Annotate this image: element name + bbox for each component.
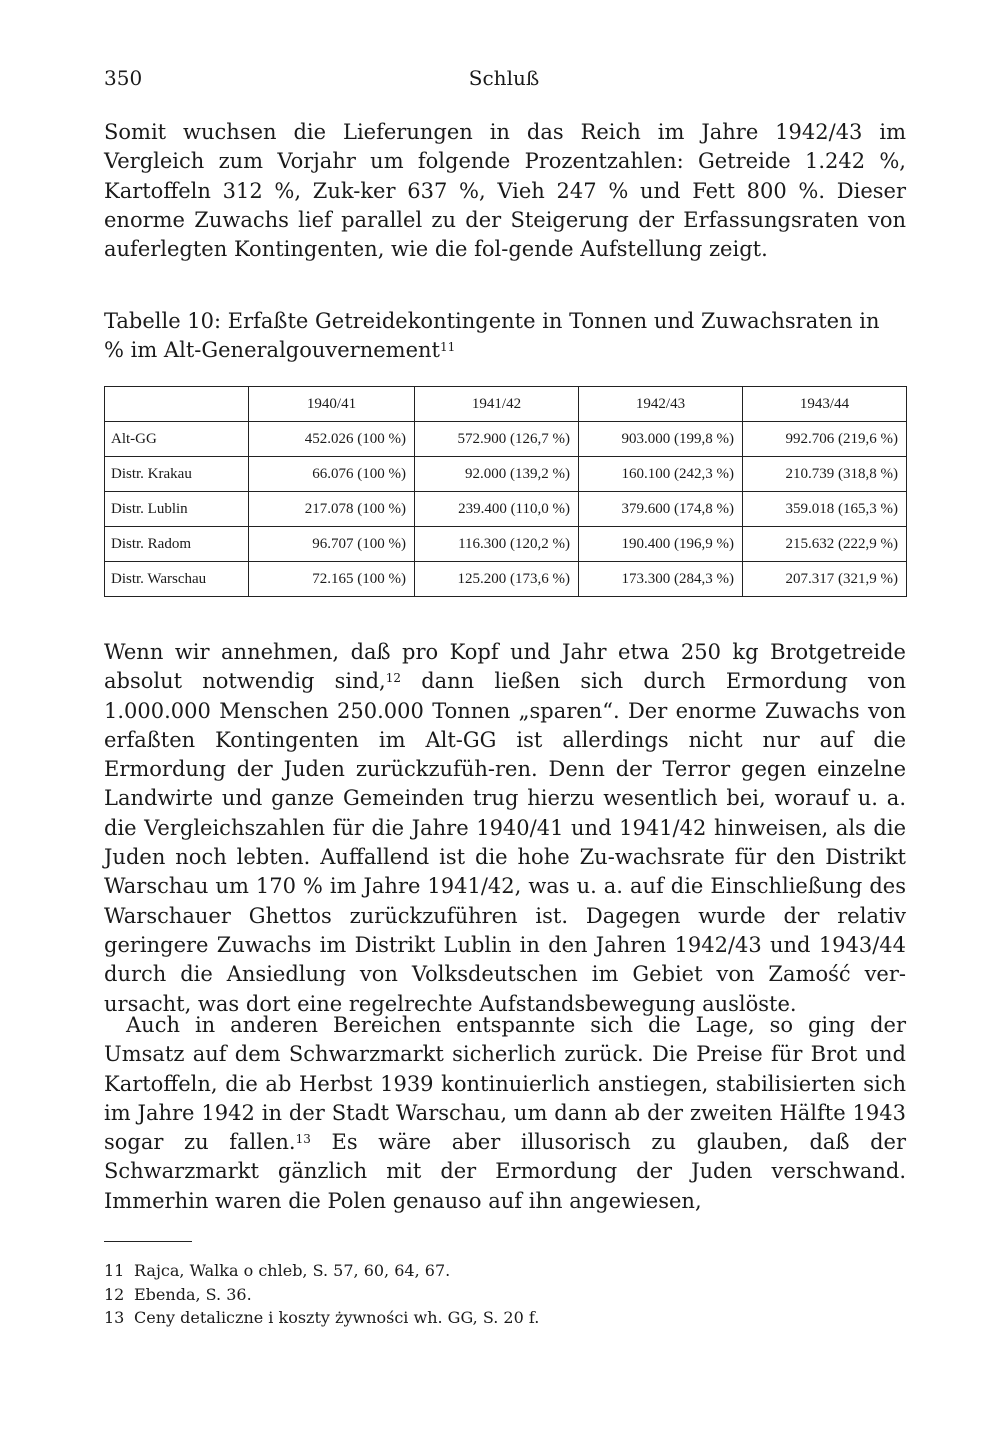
row-label: Distr. Lublin [105, 492, 249, 527]
footnote [104, 1259, 539, 1283]
table-row [105, 527, 907, 562]
footnotes [104, 1259, 539, 1330]
page-number: 350 [104, 66, 143, 90]
footnote-ref-13: 13 [295, 1132, 311, 1147]
footnote-ref-12: 12 [385, 671, 401, 686]
table-cell: 239.400 (110,0 %) [415, 492, 579, 527]
footnote-ref-11: 11 [439, 340, 456, 354]
table-cell: 572.900 (126,7 %) [415, 422, 579, 457]
paragraph-2-part-2: dann ließen sich durch Ermordung von 1.000.000 Menschen 250.000 Tonnen „sparen“. Der enorme Zuwachs von erfaßten Kontingenten im Alt-GG ist allerdings nicht nur auf die Ermordung der Juden zurückzufüh-ren. Denn der Terror gegen einzelne Landwirte und ganze Gemeinden trug hierzu wesentlich bei, worauf u. a. die Vergleichszahlen für die Jahre 1940/41 und 1941/42 hinweisen, als die Juden noch lebten. Auffallend ist die hohe Zu-wachsrate für den Distrikt Warschau um 170 % im Jahre 1941/42, was u. a. auf die Einschließung des Warschauer Ghettos zurückzuführen ist. Dagegen wurde der relativ geringere Zuwachs im Distrikt Lublin in den Jahren 1942/43 und 1943/44 durch die Ansiedlung von Volksdeutschen im Gebiet von Zamość ver-ursacht, was dort eine regelrechte Aufstandsbewegung auslöste. [104, 669, 906, 1016]
paragraph-2 [104, 638, 906, 1019]
footnote [104, 1283, 539, 1307]
paragraph-3 [104, 1011, 906, 1216]
footnote-number: 13 [104, 1308, 125, 1327]
table-cell: 217.078 (100 %) [249, 492, 415, 527]
footnote-text: Ebenda, S. 36. [134, 1284, 252, 1304]
footnote-text: Ceny detaliczne i koszty żywności wh. GG, S. 20 f. [134, 1308, 540, 1327]
column-header: 1940/41 [249, 387, 415, 422]
row-label: Distr. Krakau [105, 457, 249, 492]
table-row [105, 562, 907, 597]
table-header-row [105, 387, 907, 422]
table-row [105, 492, 907, 527]
footnote-text: Rajca, Walka o chleb, S. 57, 60, 64, 67. [134, 1261, 451, 1280]
table-cell: 452.026 (100 %) [249, 422, 415, 457]
page-header [104, 66, 904, 96]
footnote-number: 11 [104, 1261, 125, 1280]
table-cell: 160.100 (242,3 %) [579, 457, 743, 492]
table-cell: 210.739 (318,8 %) [743, 457, 907, 492]
column-header: 1942/43 [579, 387, 743, 422]
grain-quota-table [104, 386, 907, 597]
paragraph-3-part-1: Auch in anderen Bereichen entspannte sich die Lage, so ging der Umsatz auf dem Schwarzmarkt sicherlich zurück. Die Preise für Brot und Kartoffeln, die ab Herbst 1939 kontinuierlich anstiegen, stabilisierten sich im Jahre 1942 in der Stadt Warschau, um dann ab der zweiten Hälfte 1943 sogar zu fallen. [104, 1013, 906, 1155]
column-header: 1943/44 [743, 387, 907, 422]
table-cell: 992.706 (219,6 %) [743, 422, 907, 457]
table-cell: 66.076 (100 %) [249, 457, 415, 492]
footnote [104, 1306, 539, 1330]
table-cell: 215.632 (222,9 %) [743, 527, 907, 562]
paragraph-1: Somit wuchsen die Lieferungen in das Reich im Jahre 1942/43 im Vergleich zum Vorjahr um folgende Prozentzahlen: Getreide 1.242 %, Kartoffeln 312 %, Zuk-ker 637 %, Vieh 247 % und Fett 800 %. Dieser enorme Zuwachs lief parallel zu der Steigerung der Erfassungsraten von auferlegten Kontingenten, wie die fol-gende Aufstellung zeigt. [104, 120, 906, 262]
table-row [105, 422, 907, 457]
paragraph-2-part-1: Wenn wir annehmen, daß pro Kopf und Jahr etwa 250 kg Brotgetreide absolut notwendig sind, [104, 640, 906, 694]
paragraph-3-part-2: Es wäre aber illusorisch zu glauben, daß der Schwarzmarkt gänzlich mit der Ermordung der Juden verschwand. Immerhin waren die Polen genauso auf ihn angewiesen, [104, 1130, 907, 1213]
table-cell: 96.707 (100 %) [249, 527, 415, 562]
table-caption [104, 307, 906, 365]
column-header [105, 387, 249, 422]
table-cell: 190.400 (196,9 %) [579, 527, 743, 562]
table-cell: 92.000 (139,2 %) [415, 457, 579, 492]
table-caption-text: Tabelle 10: Erfaßte Getreidekontingente in Tonnen und Zuwachsraten in % im Alt-Generalgouvernement [104, 309, 880, 362]
row-label: Distr. Radom [105, 527, 249, 562]
table-cell: 72.165 (100 %) [249, 562, 415, 597]
row-label: Distr. Warschau [105, 562, 249, 597]
table-cell: 173.300 (284,3 %) [579, 562, 743, 597]
table-cell: 359.018 (165,3 %) [743, 492, 907, 527]
table-cell: 207.317 (321,9 %) [743, 562, 907, 597]
column-header: 1941/42 [415, 387, 579, 422]
table-cell: 903.000 (199,8 %) [579, 422, 743, 457]
table-row [105, 457, 907, 492]
table-cell: 116.300 (120,2 %) [415, 527, 579, 562]
row-label: Alt-GG [105, 422, 249, 457]
table-cell: 379.600 (174,8 %) [579, 492, 743, 527]
footnote-number: 12 [104, 1284, 125, 1304]
table-cell: 125.200 (173,6 %) [415, 562, 579, 597]
footnote-separator [104, 1241, 192, 1242]
running-head: Schluß [468, 66, 540, 90]
